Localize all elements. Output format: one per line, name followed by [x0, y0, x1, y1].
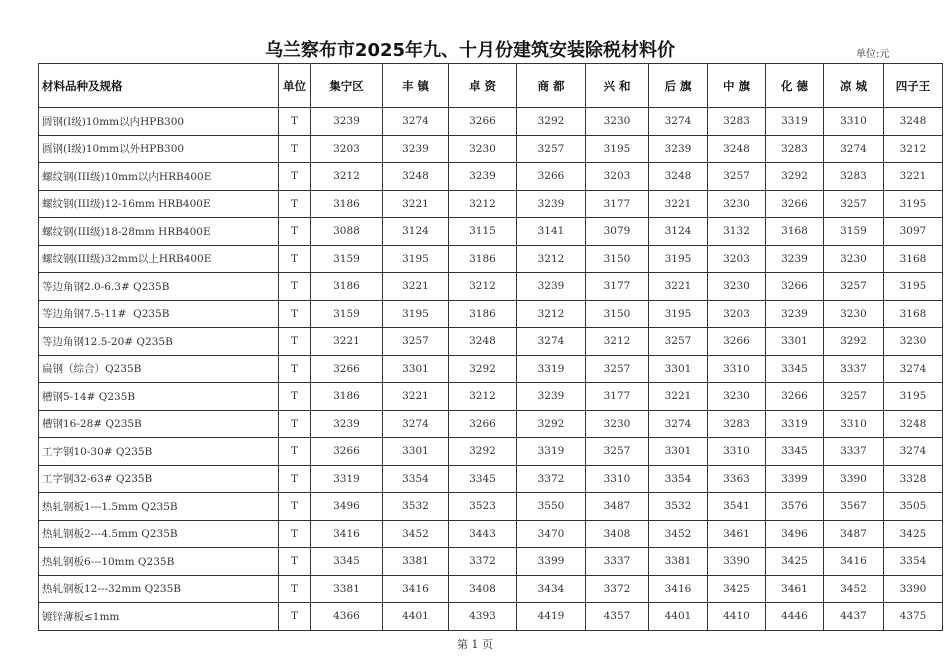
price-cell: 3505	[884, 493, 943, 521]
price-cell: 3248	[884, 410, 943, 438]
price-cell: 3221	[311, 328, 383, 356]
price-cell: 3443	[449, 520, 517, 548]
table-row	[39, 218, 943, 246]
price-cell: 3416	[383, 575, 449, 603]
price-cell: 3266	[449, 410, 517, 438]
price-cell: 3257	[383, 328, 449, 356]
price-cell: 3195	[383, 245, 449, 273]
price-cell: 3399	[517, 548, 586, 576]
price-cell: 3310	[708, 438, 766, 466]
price-cell: 3168	[884, 300, 943, 328]
price-cell: 3345	[311, 548, 383, 576]
price-cell: 3221	[649, 190, 708, 218]
unit-cell: T	[279, 190, 311, 218]
unit-cell: T	[279, 548, 311, 576]
price-cell: 3266	[708, 328, 766, 356]
price-cell: 3372	[517, 465, 586, 493]
material-name-cell: 热轧钢板6---10mm Q235B	[39, 548, 279, 576]
price-cell: 3567	[824, 493, 884, 521]
material-name-cell: 槽钢16-28# Q235B	[39, 410, 279, 438]
column-header-material: 材料品种及规格	[39, 64, 279, 108]
price-cell: 4410	[708, 603, 766, 631]
price-cell: 3416	[311, 520, 383, 548]
price-cell: 3292	[517, 108, 586, 136]
unit-cell: T	[279, 300, 311, 328]
header-row	[39, 64, 943, 108]
table-row	[39, 548, 943, 576]
price-cell: 3257	[649, 328, 708, 356]
price-cell: 3292	[517, 410, 586, 438]
price-cell: 3425	[708, 575, 766, 603]
price-cell: 3257	[708, 163, 766, 191]
unit-cell: T	[279, 575, 311, 603]
price-cell: 3212	[586, 328, 649, 356]
price-cell: 3337	[824, 355, 884, 383]
price-cell: 3354	[884, 548, 943, 576]
price-cell: 3177	[586, 383, 649, 411]
price-cell: 3425	[884, 520, 943, 548]
table-body	[39, 108, 943, 631]
material-name-cell: 螺纹钢(III级)10mm以内HRB400E	[39, 163, 279, 191]
table-row	[39, 410, 943, 438]
price-cell: 3372	[586, 575, 649, 603]
price-cell: 4446	[766, 603, 824, 631]
price-cell: 3390	[884, 575, 943, 603]
price-cell: 3230	[824, 300, 884, 328]
price-cell: 3257	[824, 383, 884, 411]
price-cell: 3141	[517, 218, 586, 246]
price-cell: 3150	[586, 300, 649, 328]
price-cell: 3328	[884, 465, 943, 493]
material-name-cell: 热轧钢板12---32mm Q235B	[39, 575, 279, 603]
unit-cell: T	[279, 493, 311, 521]
price-cell: 3257	[824, 190, 884, 218]
price-cell: 3274	[649, 108, 708, 136]
price-cell: 3363	[708, 465, 766, 493]
price-cell: 4375	[884, 603, 943, 631]
price-cell: 3274	[383, 108, 449, 136]
price-cell: 3132	[708, 218, 766, 246]
price-cell: 3496	[311, 493, 383, 521]
table-row	[39, 328, 943, 356]
price-cell: 3186	[449, 300, 517, 328]
price-cell: 3381	[311, 575, 383, 603]
table-row	[39, 245, 943, 273]
price-cell: 3274	[884, 438, 943, 466]
table-row	[39, 575, 943, 603]
price-cell: 3257	[824, 273, 884, 301]
price-cell: 3186	[311, 273, 383, 301]
table-row	[39, 190, 943, 218]
column-header-region: 丰 镇	[383, 64, 449, 108]
price-cell: 3266	[517, 163, 586, 191]
column-header-region: 集宁区	[311, 64, 383, 108]
table-row	[39, 300, 943, 328]
price-cell: 3283	[766, 135, 824, 163]
price-cell: 4366	[311, 603, 383, 631]
price-cell: 3239	[383, 135, 449, 163]
material-name-cell: 螺纹钢(III级)12-16mm HRB400E	[39, 190, 279, 218]
price-cell: 3257	[586, 438, 649, 466]
table-row	[39, 273, 943, 301]
price-cell: 3212	[449, 273, 517, 301]
price-cell: 3319	[766, 108, 824, 136]
table-row	[39, 355, 943, 383]
price-cell: 4419	[517, 603, 586, 631]
table-row	[39, 383, 943, 411]
price-cell: 4437	[824, 603, 884, 631]
price-cell: 3221	[649, 273, 708, 301]
unit-cell: T	[279, 465, 311, 493]
price-cell: 3230	[708, 383, 766, 411]
price-cell: 3292	[824, 328, 884, 356]
price-cell: 3212	[884, 135, 943, 163]
price-cell: 3283	[824, 163, 884, 191]
price-cell: 3195	[649, 300, 708, 328]
material-name-cell: 工字钢10-30# Q235B	[39, 438, 279, 466]
unit-cell: T	[279, 410, 311, 438]
price-cell: 3230	[586, 108, 649, 136]
price-cell: 3345	[766, 355, 824, 383]
price-cell: 3239	[649, 135, 708, 163]
price-cell: 3221	[884, 163, 943, 191]
price-cell: 3195	[884, 273, 943, 301]
column-header-region: 中 旗	[708, 64, 766, 108]
unit-cell: T	[279, 108, 311, 136]
price-cell: 3212	[449, 190, 517, 218]
price-cell: 3354	[383, 465, 449, 493]
material-name-cell: 螺纹钢(III级)32mm以上HRB400E	[39, 245, 279, 273]
price-cell: 3541	[708, 493, 766, 521]
price-cell: 3274	[517, 328, 586, 356]
price-cell: 3532	[383, 493, 449, 521]
price-cell: 3124	[649, 218, 708, 246]
table-row	[39, 163, 943, 191]
price-cell: 3239	[766, 245, 824, 273]
price-cell: 3274	[383, 410, 449, 438]
table-row	[39, 108, 943, 136]
price-cell: 3159	[824, 218, 884, 246]
unit-cell: T	[279, 163, 311, 191]
price-cell: 3319	[517, 355, 586, 383]
price-cell: 3186	[311, 383, 383, 411]
page-title: 乌兰察布市2025年九、十月份建筑安装除税材料价	[264, 40, 676, 61]
price-cell: 3203	[311, 135, 383, 163]
price-cell: 3550	[517, 493, 586, 521]
price-cell: 3452	[649, 520, 708, 548]
price-cell: 3150	[586, 245, 649, 273]
table-row	[39, 135, 943, 163]
column-header-region: 凉 城	[824, 64, 884, 108]
price-cell: 3266	[311, 355, 383, 383]
material-name-cell: 等边角钢7.5-11# Q235B	[39, 300, 279, 328]
price-cell: 3168	[884, 245, 943, 273]
price-cell: 3301	[649, 355, 708, 383]
price-cell: 3203	[708, 245, 766, 273]
price-cell: 3283	[708, 108, 766, 136]
material-name-cell: 工字钢32-63# Q235B	[39, 465, 279, 493]
price-cell: 3248	[449, 328, 517, 356]
price-cell: 3212	[517, 300, 586, 328]
price-cell: 3381	[383, 548, 449, 576]
price-cell: 3212	[517, 245, 586, 273]
price-cell: 3416	[649, 575, 708, 603]
price-cell: 3452	[383, 520, 449, 548]
price-cell: 3434	[517, 575, 586, 603]
column-header-region: 化 德	[766, 64, 824, 108]
price-cell: 3576	[766, 493, 824, 521]
material-name-cell: 圆钢(Ⅰ级)10mm以外HPB300	[39, 135, 279, 163]
price-cell: 3168	[766, 218, 824, 246]
price-table	[38, 63, 943, 631]
price-cell: 3487	[824, 520, 884, 548]
price-cell: 3248	[649, 163, 708, 191]
price-cell: 3345	[766, 438, 824, 466]
price-cell: 3345	[449, 465, 517, 493]
price-cell: 3186	[449, 245, 517, 273]
unit-cell: T	[279, 603, 311, 631]
price-cell: 3310	[586, 465, 649, 493]
material-name-cell: 等边角钢12.5-20# Q235B	[39, 328, 279, 356]
price-cell: 3274	[824, 135, 884, 163]
price-cell: 3301	[383, 355, 449, 383]
price-cell: 3239	[311, 108, 383, 136]
price-cell: 3266	[766, 190, 824, 218]
price-cell: 3532	[649, 493, 708, 521]
price-cell: 3283	[708, 410, 766, 438]
price-cell: 3310	[708, 355, 766, 383]
price-cell: 3195	[884, 190, 943, 218]
table-row	[39, 438, 943, 466]
price-cell: 3399	[766, 465, 824, 493]
price-cell: 4393	[449, 603, 517, 631]
price-cell: 3487	[586, 493, 649, 521]
price-cell: 3115	[449, 218, 517, 246]
price-cell: 3461	[766, 575, 824, 603]
price-cell: 3248	[383, 163, 449, 191]
price-cell: 3319	[517, 438, 586, 466]
price-cell: 3248	[884, 108, 943, 136]
price-cell: 3203	[708, 300, 766, 328]
price-cell: 3310	[824, 108, 884, 136]
unit-cell: T	[279, 328, 311, 356]
table-row	[39, 493, 943, 521]
price-cell: 3177	[586, 190, 649, 218]
price-cell: 4357	[586, 603, 649, 631]
price-cell: 3230	[586, 410, 649, 438]
price-cell: 3239	[766, 300, 824, 328]
price-cell: 3496	[766, 520, 824, 548]
price-cell: 3390	[708, 548, 766, 576]
price-cell: 3461	[708, 520, 766, 548]
price-cell: 3408	[586, 520, 649, 548]
price-cell: 3239	[517, 383, 586, 411]
price-cell: 3257	[586, 355, 649, 383]
price-cell: 4401	[649, 603, 708, 631]
price-cell: 3248	[708, 135, 766, 163]
price-cell: 3452	[824, 575, 884, 603]
price-cell: 3079	[586, 218, 649, 246]
price-cell: 3221	[383, 273, 449, 301]
material-name-cell: 热轧钢板1---1.5mm Q235B	[39, 493, 279, 521]
price-cell: 3239	[517, 273, 586, 301]
price-cell: 3230	[708, 190, 766, 218]
price-cell: 3416	[824, 548, 884, 576]
price-cell: 3212	[449, 383, 517, 411]
price-cell: 3124	[383, 218, 449, 246]
price-cell: 3203	[586, 163, 649, 191]
price-cell: 3230	[708, 273, 766, 301]
price-cell: 3239	[449, 163, 517, 191]
price-cell: 3195	[649, 245, 708, 273]
price-cell: 3390	[824, 465, 884, 493]
column-header-region: 兴 和	[586, 64, 649, 108]
price-cell: 3301	[649, 438, 708, 466]
unit-cell: T	[279, 135, 311, 163]
table-row	[39, 603, 943, 631]
price-cell: 3230	[884, 328, 943, 356]
material-name-cell: 扁钢（综合）Q235B	[39, 355, 279, 383]
column-header-unit: 单位	[279, 64, 311, 108]
price-cell: 3381	[649, 548, 708, 576]
column-header-region: 商 都	[517, 64, 586, 108]
price-cell: 3097	[884, 218, 943, 246]
price-cell: 3301	[766, 328, 824, 356]
price-cell: 3319	[311, 465, 383, 493]
price-cell: 3195	[383, 300, 449, 328]
unit-cell: T	[279, 355, 311, 383]
price-cell: 3310	[824, 410, 884, 438]
price-cell: 3266	[766, 273, 824, 301]
unit-cell: T	[279, 273, 311, 301]
price-cell: 3230	[824, 245, 884, 273]
price-cell: 3159	[311, 245, 383, 273]
unit-label: 单位:元	[856, 49, 890, 60]
price-cell: 3319	[766, 410, 824, 438]
price-cell: 3292	[766, 163, 824, 191]
unit-cell: T	[279, 520, 311, 548]
page-number: 第 1 页	[457, 638, 493, 651]
unit-cell: T	[279, 218, 311, 246]
price-cell: 3159	[311, 300, 383, 328]
price-cell: 3212	[311, 163, 383, 191]
column-header-region: 卓 资	[449, 64, 517, 108]
unit-cell: T	[279, 245, 311, 273]
price-cell: 4401	[383, 603, 449, 631]
price-cell: 3337	[824, 438, 884, 466]
price-cell: 3292	[449, 438, 517, 466]
price-cell: 3408	[449, 575, 517, 603]
price-cell: 3221	[383, 383, 449, 411]
price-cell: 3177	[586, 273, 649, 301]
unit-cell: T	[279, 438, 311, 466]
column-header-region: 四子王	[884, 64, 943, 108]
price-cell: 3337	[586, 548, 649, 576]
price-cell: 3239	[311, 410, 383, 438]
price-cell: 3470	[517, 520, 586, 548]
price-cell: 3221	[649, 383, 708, 411]
material-name-cell: 镀锌薄板≤1mm	[39, 603, 279, 631]
material-name-cell: 圆钢(Ⅰ级)10mm以内HPB300	[39, 108, 279, 136]
price-cell: 3372	[449, 548, 517, 576]
material-name-cell: 等边角钢2.0-6.3# Q235B	[39, 273, 279, 301]
material-name-cell: 热轧钢板2---4.5mm Q235B	[39, 520, 279, 548]
price-cell: 3195	[586, 135, 649, 163]
table-row	[39, 520, 943, 548]
price-cell: 3221	[383, 190, 449, 218]
price-cell: 3523	[449, 493, 517, 521]
price-cell: 3354	[649, 465, 708, 493]
price-cell: 3186	[311, 190, 383, 218]
price-cell: 3425	[766, 548, 824, 576]
price-cell: 3088	[311, 218, 383, 246]
price-cell: 3230	[449, 135, 517, 163]
price-cell: 3266	[311, 438, 383, 466]
price-cell: 3195	[884, 383, 943, 411]
price-cell: 3266	[449, 108, 517, 136]
table-row	[39, 465, 943, 493]
column-header-region: 后 旗	[649, 64, 708, 108]
material-name-cell: 螺纹钢(III级)18-28mm HRB400E	[39, 218, 279, 246]
unit-cell: T	[279, 383, 311, 411]
price-cell: 3257	[517, 135, 586, 163]
price-cell: 3301	[383, 438, 449, 466]
price-cell: 3274	[649, 410, 708, 438]
price-cell: 3292	[449, 355, 517, 383]
price-cell: 3274	[884, 355, 943, 383]
material-name-cell: 槽钢5-14# Q235B	[39, 383, 279, 411]
price-cell: 3266	[766, 383, 824, 411]
price-cell: 3239	[517, 190, 586, 218]
